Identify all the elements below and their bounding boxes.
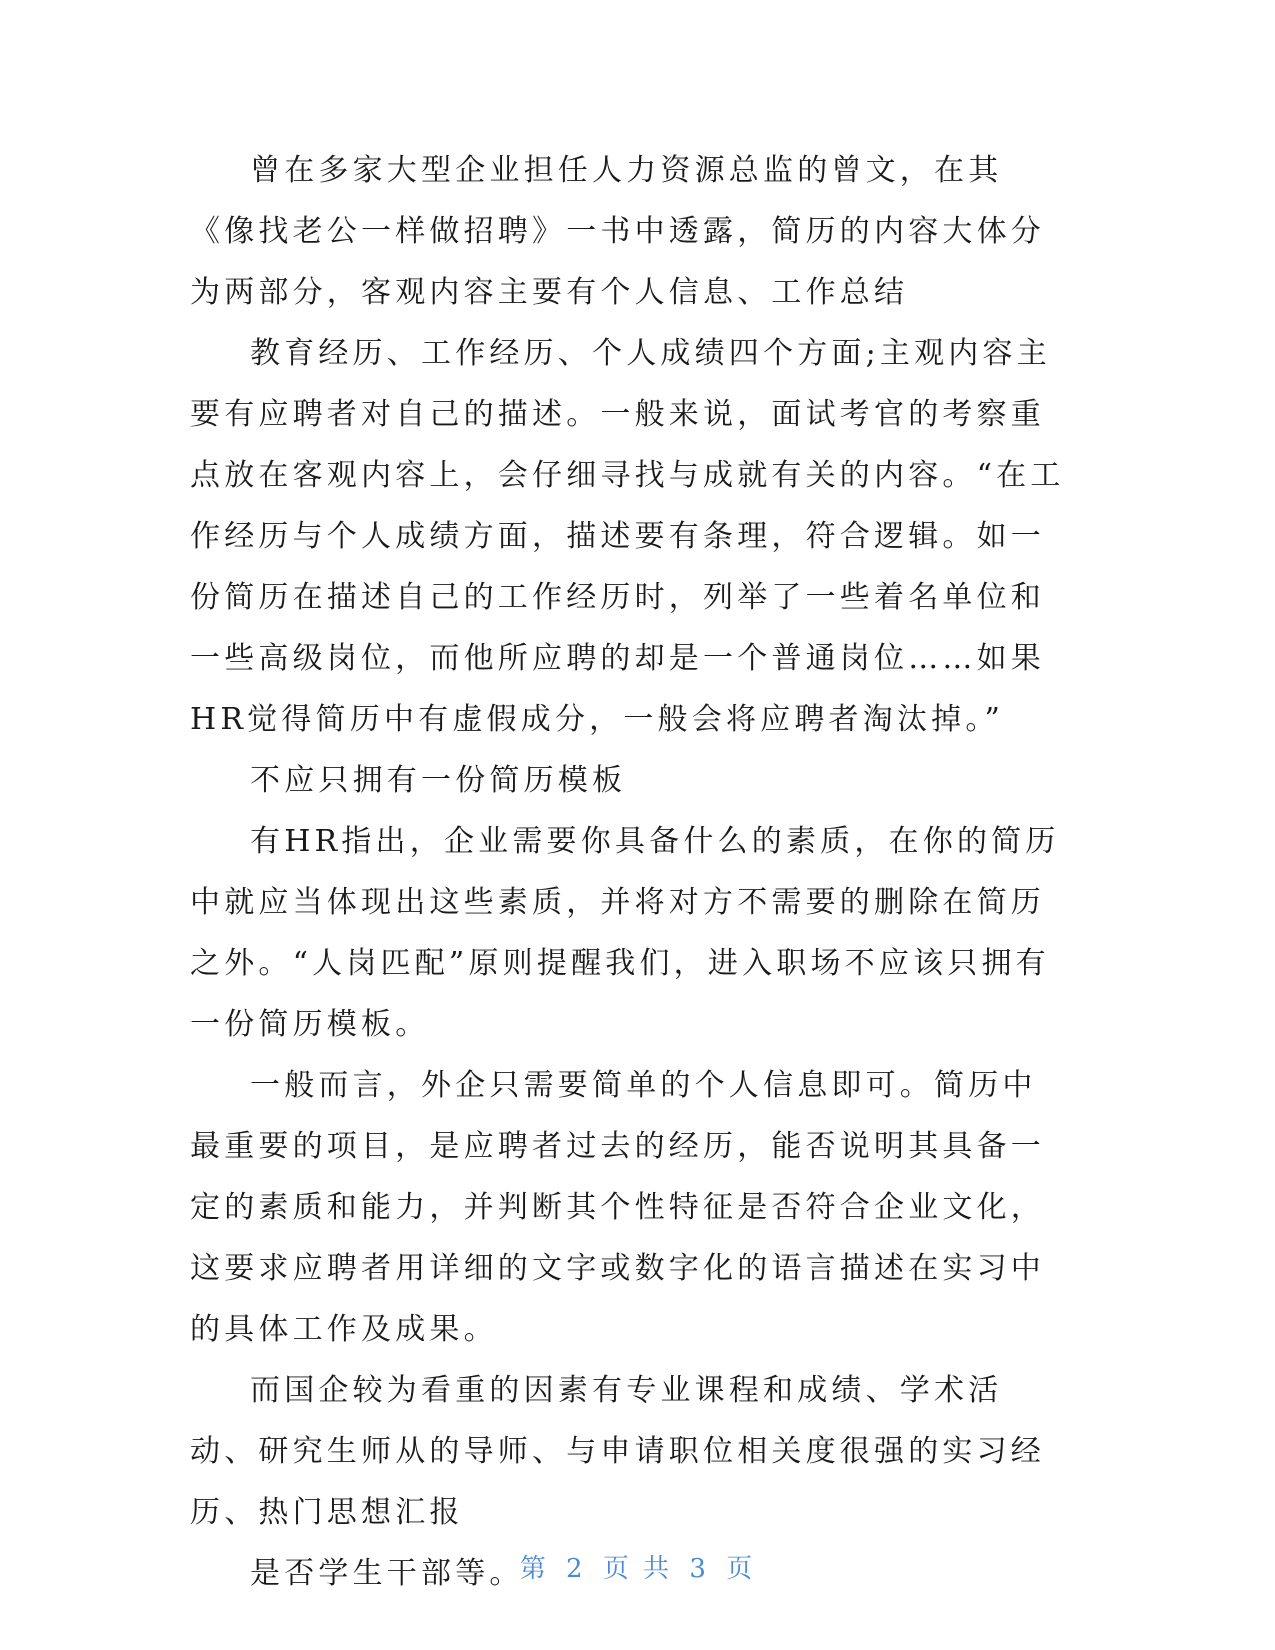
paragraph: 而国企较为看重的因素有专业课程和成绩、学术活动、研究生师从的导师、与申请职位相关度很强的实习经历、热门思想汇报 [190, 1373, 1045, 1530]
document-body [190, 140, 1070, 1604]
footer-suffix: 页 [726, 1554, 756, 1584]
current-page-number: 2 [566, 1554, 586, 1584]
page-footer [0, 1548, 1275, 1585]
paragraph: 一般而言，外企只需要简单的个人信息即可。简历中最重要的项目，是应聘者过去的经历，能否说明其具备一定的素质和能力，并判断其个性特征是否符合企业文化，这要求应聘者用详细的文字或数字化的语言描述在实习中的具体工作及成果。 [190, 1068, 1045, 1347]
section-heading: 不应只拥有一份简历模板 [250, 763, 627, 798]
paragraph: 曾在多家大型企业担任人力资源总监的曾文，在其《像找老公一样做招聘》一书中透露，简历的内容大体分为两部分，客观内容主要有个人信息、工作总结 [190, 153, 1045, 310]
paragraph: 教育经历、工作经历、个人成绩四个方面;主观内容主要有应聘者对自己的描述。一般来说，面试考官的考察重点放在客观内容上，会仔细寻找与成就有关的内容。“在工作经历与个人成绩方面，描述要有条理，符合逻辑。如一份简历在描述自己的工作经历时，列举了一些着名单位和一些高级岗位，而他所应聘的却是一个普通岗位……如果HR觉得简历中有虚假成分，一般会将应聘者淘汰掉。” [190, 336, 1065, 737]
paragraph: 有HR指出，企业需要你具备什么的素质，在你的简历中就应当体现出这些素质，并将对方不需要的删除在简历之外。“人岗匹配”原则提醒我们，进入职场不应该只拥有一份简历模板。 [190, 824, 1060, 1042]
paragraph: 是否学生干部等。 [250, 1556, 524, 1591]
footer-prefix: 第 [519, 1554, 549, 1584]
footer-middle: 页 共 [602, 1554, 673, 1584]
total-page-number: 3 [689, 1554, 709, 1584]
